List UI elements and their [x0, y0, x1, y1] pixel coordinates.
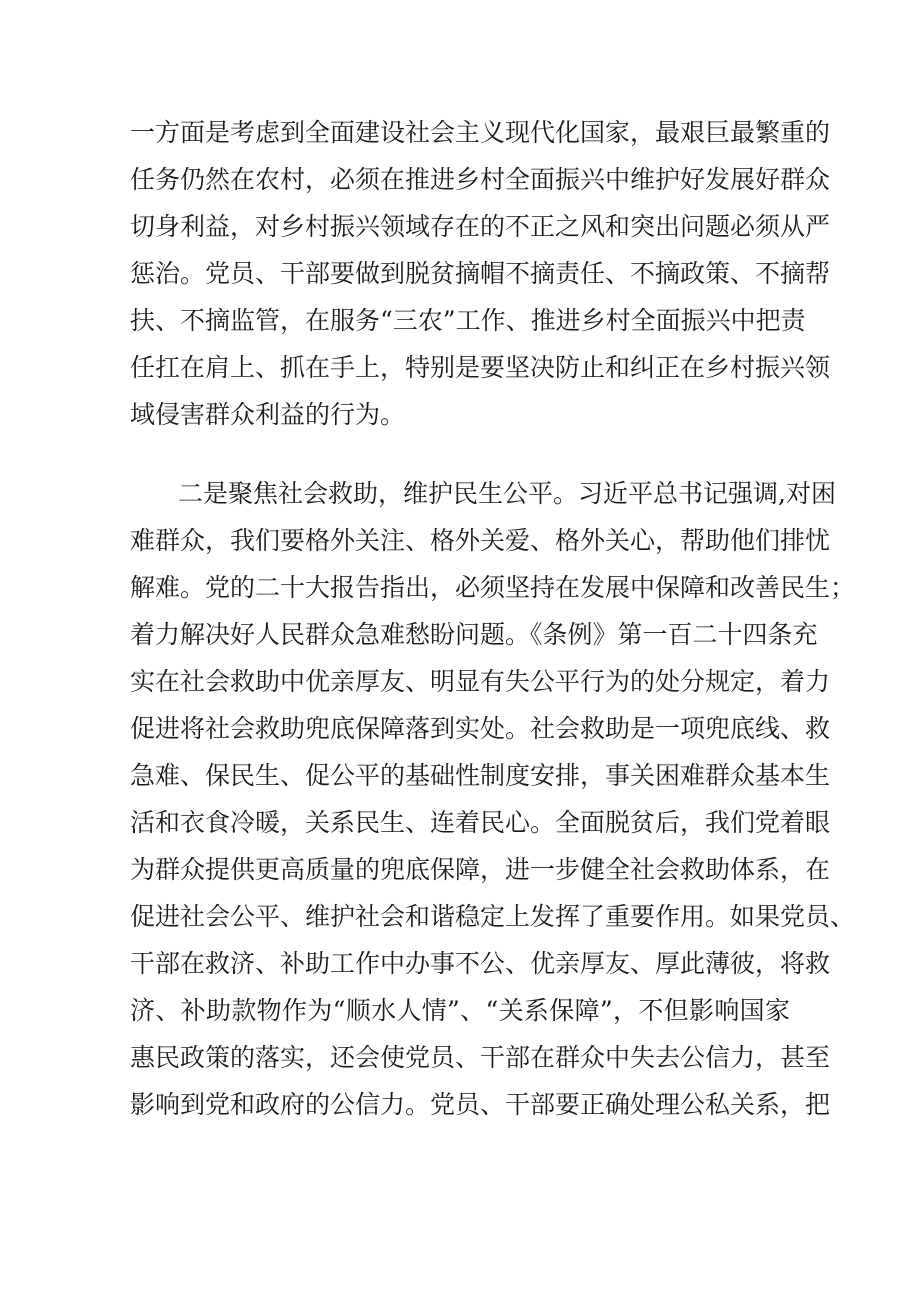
text-line: 惩治。党员、干部要做到脱贫摘帽不摘责任、不摘政策、不摘帮 [130, 259, 831, 288]
text-line: 促进社会公平、维护社会和谐稳定上发挥了重要作用。如果党员、 [130, 902, 856, 931]
text-line: 干部在救济、补助工作中办事不公、优亲厚友、厚此薄彼，将救 [130, 949, 831, 978]
text-line: 促进将社会救助兜底保障落到实处。社会救助是一项兜底线、救 [130, 714, 831, 743]
text-line: 济、补助款物作为“顺水人情”、“关系保障”，不但影响国家 [130, 996, 790, 1025]
text-line: 难群众，我们要格外关注、格外关爱、格外关心，帮助他们排忧 [130, 526, 831, 555]
text-line: 活和衣食冷暖，关系民生、连着民心。全面脱贫后，我们党着眼 [130, 808, 831, 837]
text-line: 解难。党的二十大报告指出，必须坚持在发展中保障和改善民生； [130, 573, 856, 602]
text-line: 切身利益，对乡村振兴领域存在的不正之风和突出问题必须从严 [130, 212, 831, 241]
text-line: 影响到党和政府的公信力。党员、干部要正确处理公私关系，把 [130, 1090, 831, 1119]
paragraph-rural-revitalization [130, 109, 831, 438]
text-line: 扶、不摘监管，在服务“三农”工作、推进乡村全面振兴中把责 [130, 306, 806, 335]
text-line: 急难、保民生、促公平的基础性制度安排，事关困难群众基本生 [130, 761, 831, 790]
text-line: 为群众提供更高质量的兜底保障，进一步健全社会救助体系，在 [130, 855, 831, 884]
text-line: 任务仍然在农村，必须在推进乡村全面振兴中维护好发展好群众 [130, 165, 831, 194]
text-line: 惠民政策的落实，还会使党员、干部在群众中失去公信力，甚至 [130, 1043, 831, 1072]
paragraph-social-assistance [130, 470, 856, 1128]
text-line: 二是聚焦社会救助，维护民生公平。习近平总书记强调,对困 [178, 479, 836, 508]
text-line: 实在社会救助中优亲厚友、明显有失公平行为的处分规定，着力 [130, 667, 831, 696]
text-line: 着力解决好人民群众急难愁盼问题。《条例》第一百二十四条充 [130, 620, 818, 649]
text-line: 域侵害群众利益的行为。 [130, 400, 406, 429]
text-line: 任扛在肩上、抓在手上，特别是要坚决防止和纠正在乡村振兴领 [130, 353, 831, 382]
text-line: 一方面是考虑到全面建设社会主义现代化国家，最艰巨最繁重的 [130, 118, 831, 147]
